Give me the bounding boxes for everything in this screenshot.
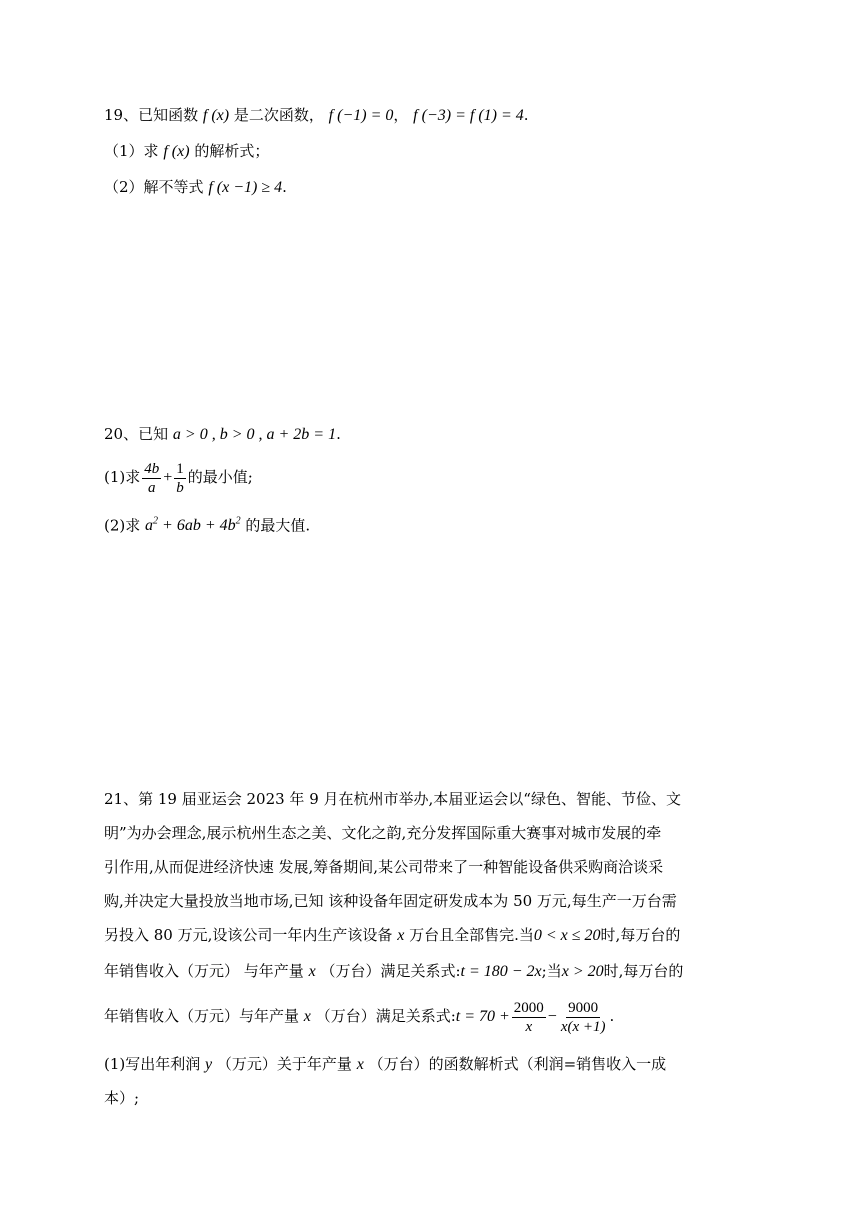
q20-part1: (1)求 $\frac{4b}{a}$ + $\frac{1}{b}$ 的最小值; — [104, 460, 253, 496]
q21-line-6: 年销售收入（万元） 与年产量 x （万台）满足关系式:t = 180 − 2x;当x > 20时,每万台的 — [104, 962, 684, 980]
q20-part2: (2)求 $a^2 + 6ab + 4b^2$ 的最大值. — [104, 516, 311, 535]
q21-line-3: 引作用,从而促进经济快速 发展,筹备期间,某公司带来了一种智能设备供采购商洽谈采 — [104, 858, 664, 876]
q19-part1: （1）求 f (x) 的解析式； — [104, 142, 270, 160]
fraction-4b-over-a: $\frac{4b}{a}$ — [144, 460, 160, 496]
fraction-2000-over-x: $\frac{2000}{x}$ — [513, 999, 544, 1035]
q21-line-5: 另投入 80 万元,设该公司一年内生产该设备 x 万台且全部售完.当0 < x ≤ 20时,每万台的 — [104, 926, 681, 944]
q20-expression: $a^2 + 6ab + 4b^2$ — [145, 516, 241, 535]
fraction-9000-over-xx1: $\frac{9000}{x(x +1)}$ — [560, 999, 606, 1035]
q21-part1: (1)写出年利润 y （万元）关于年产量 x （万台）的函数解析式（利润=销售收入一成 — [104, 1055, 667, 1073]
q21-line-7: 年销售收入（万元）与年产量 x （万台）满足关系式:t = 70 + $\frac{2000}{x}$ − $\frac{9000}{x(x +1)}$ . — [104, 999, 615, 1035]
q20-number: 20、 — [104, 425, 139, 443]
q19-part2: （2）解不等式 f (x −1) ≥ 4. — [104, 178, 287, 196]
q19-number: 19、 — [104, 106, 139, 124]
q21-line-1: 21、第 19 届亚运会 2023 年 9 月在杭州市举办,本届亚运会以“绿色、智能、节俭、文 — [104, 790, 681, 808]
fraction-1-over-b: $\frac{1}{b}$ — [176, 460, 184, 496]
q20-stem: 20、已知 a > 0 , b > 0 , a + 2b = 1. — [104, 425, 341, 443]
q19-stem: 19、已知函数 f (x) 是二次函数， f (−1) = 0， f (−3) = f (1) = 4. — [104, 106, 529, 124]
q21-line-2: 明”为办会理念,展示杭州生态之美、文化之韵,充分发挥国际重大赛事对城市发展的牵 — [104, 824, 662, 842]
q21-line-4: 购,并决定大量投放当地市场,已知 该种设备年固定研发成本为 50 万元,每生产一万台需 — [104, 892, 677, 910]
q21-part1-cont: 本）; — [104, 1089, 140, 1107]
